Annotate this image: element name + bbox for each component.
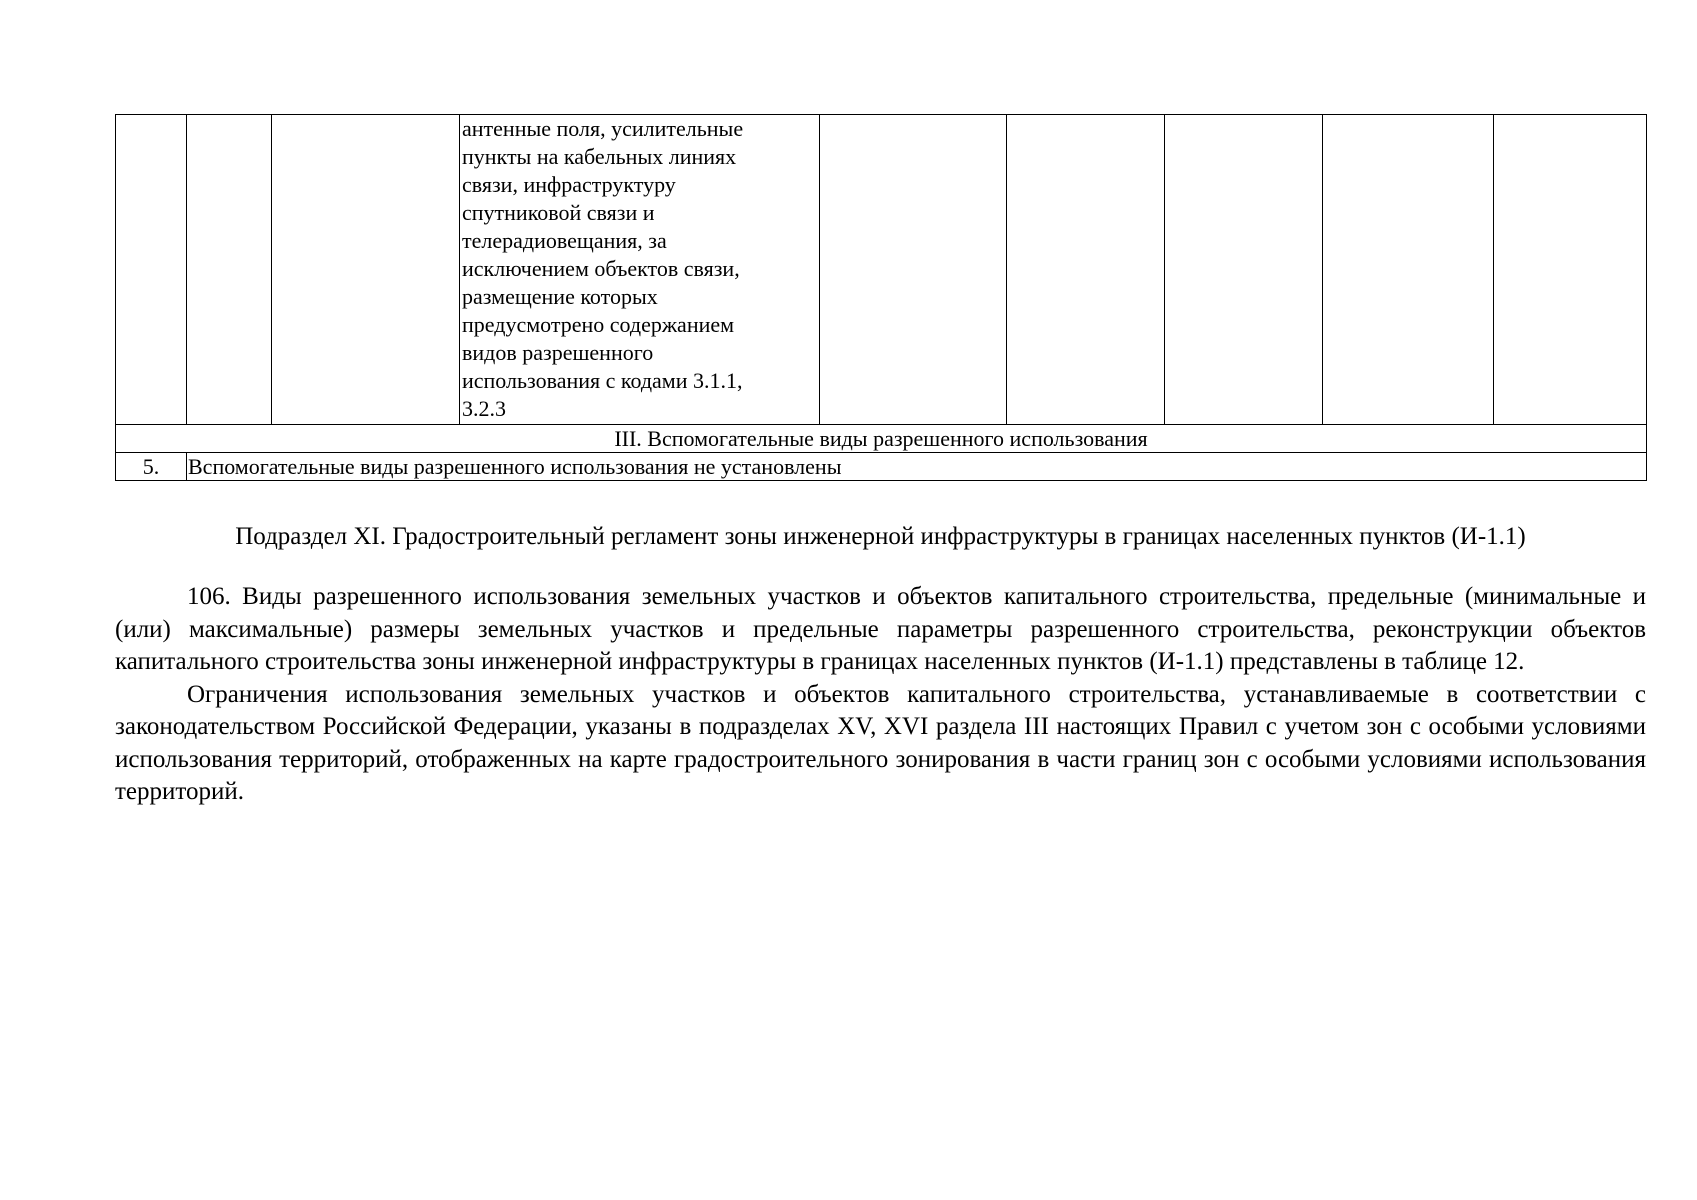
regulation-table [115, 114, 1647, 481]
table-section-row [116, 425, 1647, 453]
table-cell-param [1165, 115, 1323, 425]
section-heading: III. Вспомогательные виды разрешенного использования [116, 425, 1647, 453]
subsection-title: Подраздел XI. Градостроительный регламент зоны инженерной инфраструктуры в границах населенных пунктов (И-1.1) [235, 523, 1526, 550]
table-cell-param [820, 115, 1007, 425]
table-row [116, 453, 1647, 481]
paragraph: 106. Виды разрешенного использования земельных участков и объектов капитального строительства, предельные (минимальные и (или) максимальные) размеры земельных участков и предельные параметры разрешенного строительства, реконструкции объектов капитального строительства зоны инженерной инфраструктуры в границах населенных пунктов (И-1.1) представлены в таблице 12. [115, 583, 1646, 675]
row-text: Вспомогательные виды разрешенного использования не установлены [187, 453, 1647, 481]
table-cell-number [116, 115, 187, 425]
table-cell-param [1007, 115, 1165, 425]
table-cell-param [1323, 115, 1494, 425]
row-number: 5. [116, 453, 187, 481]
table-row [116, 115, 1647, 425]
table-cell-name [272, 115, 460, 425]
table-cell-description: антенные поля, усилительные пункты на кабельных линиях связи, инфраструктуру спутниковой связи и телерадиовещания, за исключением объектов связи, размещение которых предусмотрено содержанием видов разрешенного использования с кодами 3.1.1, 3.2.3 [460, 115, 820, 425]
body-text [115, 581, 1646, 809]
table-cell-param [1494, 115, 1647, 425]
paragraph: Ограничения использования земельных участков и объектов капитального строительства, устанавливаемые в соответствии с законодательством Российской Федерации, указаны в подразделах XV, XVI раздела III настоящих Правил с учетом зон с особыми условиями использования территорий, отображенных на карте градостроительного зонирования в части границ зон с особыми условиями использования территорий. [115, 680, 1646, 805]
table-cell-code [187, 115, 272, 425]
